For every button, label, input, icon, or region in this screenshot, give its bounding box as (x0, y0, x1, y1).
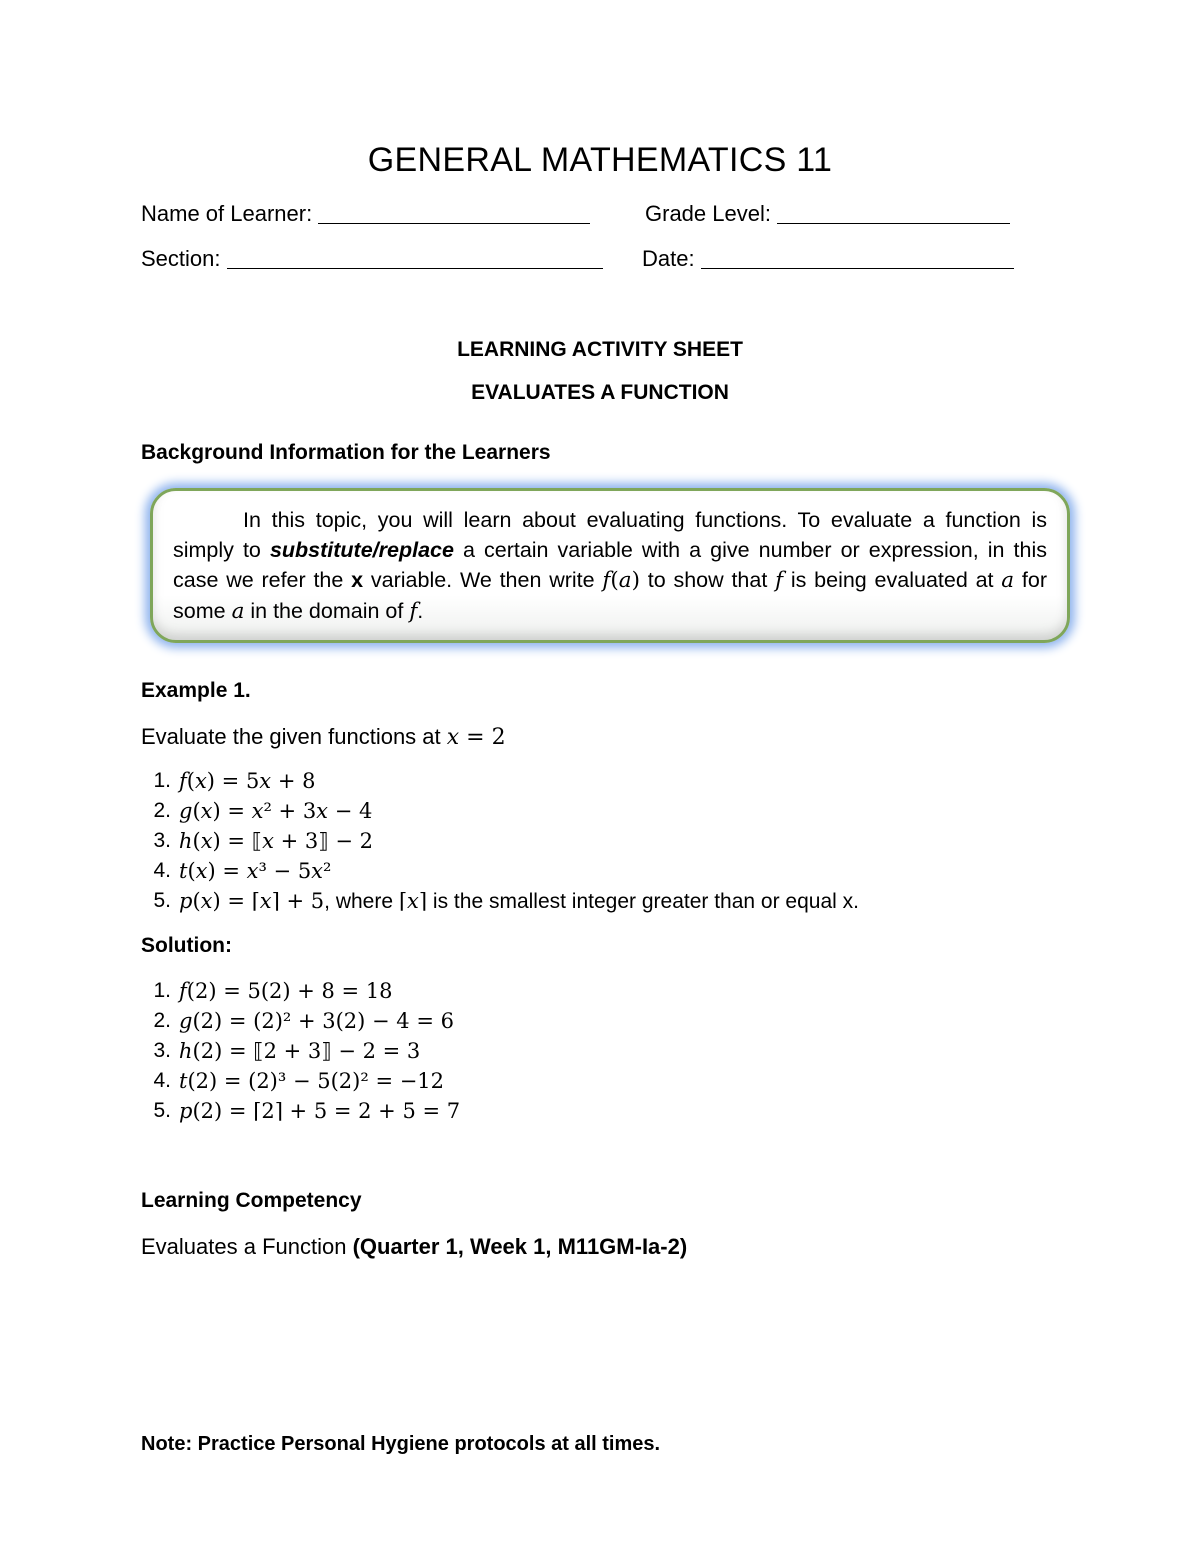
background-heading: Background Information for the Learners (141, 441, 551, 464)
example-expression: 𝑝(𝑥) = ⌈𝑥⌉ + 5, where ⌈𝑥⌉ is the smallest integer greater than or equal x. (179, 889, 859, 913)
background-text-4: to show that (639, 568, 776, 592)
competency-description: Evaluates a Function (141, 1234, 353, 1259)
date-label: Date: (642, 246, 695, 271)
example-instruction-text: Evaluate the given functions at (141, 724, 447, 749)
grade-level-field (645, 201, 1010, 227)
example-item: 3. ℎ(𝑥) = ⟦𝑥 + 3⟧ − 2 (141, 826, 1101, 856)
background-text-2: a certain variable with a give number or expression, in this case we refer the (173, 538, 1047, 592)
example-expression: 𝑓(𝑥) = 5𝑥 + 8 (179, 769, 316, 793)
background-text-6: for some (173, 568, 1047, 623)
background-info-text (173, 505, 1047, 627)
sheet-title: LEARNING ACTIVITY SHEET (457, 338, 743, 361)
date-blank[interactable] (701, 246, 1014, 269)
solution-item: 4. 𝑡(2) = (2)³ − 5(2)² = −12 (141, 1066, 1101, 1096)
solution-item: 5. 𝑝(2) = ⌈2⌉ + 5 = 2 + 5 = 7 (141, 1096, 1101, 1126)
example-heading: Example 1. (141, 679, 251, 702)
page-title: GENERAL MATHEMATICS 11 (367, 141, 833, 179)
name-of-learner-field (141, 201, 590, 227)
background-text-8: . (417, 599, 424, 623)
background-math-f: 𝑓 (775, 568, 784, 593)
date-field (642, 246, 1014, 272)
example-expression: 𝑡(𝑥) = 𝑥³ − 5𝑥² (179, 859, 332, 883)
background-x-variable: x (351, 568, 364, 592)
example-list (141, 766, 1101, 916)
solution-expression: ℎ(2) = ⟦2 + 3⟧ − 2 = 3 (179, 1039, 421, 1063)
solution-expression: 𝑔(2) = (2)² + 3(2) − 4 = 6 (179, 1009, 454, 1033)
background-math-fa: 𝑓(𝑎) (602, 568, 640, 593)
background-math-f2: 𝑓 (409, 599, 418, 624)
solution-item: 3. ℎ(2) = ⟦2 + 3⟧ − 2 = 3 (141, 1036, 1101, 1066)
background-math-a2: 𝑎 (231, 599, 245, 624)
solution-expression: 𝑓(2) = 5(2) + 8 = 18 (179, 979, 393, 1003)
solution-list (141, 976, 1101, 1126)
section-field (141, 246, 603, 272)
example-item: 1. 𝑓(𝑥) = 5𝑥 + 8 (141, 766, 1101, 796)
background-emphasis: substitute/replace (269, 538, 454, 562)
example-instruction (141, 724, 506, 750)
solution-item: 2. 𝑔(2) = (2)² + 3(2) − 4 = 6 (141, 1006, 1101, 1036)
section-blank[interactable] (227, 246, 603, 269)
solution-heading: Solution: (141, 934, 232, 957)
hygiene-note: Note: Practice Personal Hygiene protocols at all times. (141, 1433, 661, 1455)
solution-item: 1. 𝑓(2) = 5(2) + 8 = 18 (141, 976, 1101, 1006)
name-of-learner-blank[interactable] (318, 201, 590, 224)
background-math-a1: 𝑎 (1001, 568, 1015, 593)
competency-heading: Learning Competency (141, 1189, 362, 1212)
background-text-3: variable. We then write (363, 568, 603, 592)
grade-level-blank[interactable] (777, 201, 1010, 224)
example-instruction-math: 𝑥 = 2 (446, 725, 506, 750)
competency-code: (Quarter 1, Week 1, M11GM-Ia-2) (352, 1234, 688, 1259)
background-text-7: in the domain of (244, 599, 410, 623)
background-text-5: is being evaluated at (783, 568, 1002, 592)
example-expression: 𝑔(𝑥) = 𝑥² + 3𝑥 − 4 (179, 799, 373, 823)
example-item: 5. 𝑝(𝑥) = ⌈𝑥⌉ + 5, where ⌈𝑥⌉ is the smallest integer greater than or equal x. (141, 886, 1101, 916)
section-label: Section: (141, 246, 221, 271)
competency-text (141, 1234, 687, 1260)
example-item: 4. 𝑡(𝑥) = 𝑥³ − 5𝑥² (141, 856, 1101, 886)
solution-expression: 𝑝(2) = ⌈2⌉ + 5 = 2 + 5 = 7 (179, 1099, 461, 1123)
grade-level-label: Grade Level: (645, 201, 771, 226)
sheet-subtitle: EVALUATES A FUNCTION (471, 381, 729, 404)
example-expression: ℎ(𝑥) = ⟦𝑥 + 3⟧ − 2 (179, 829, 373, 853)
solution-expression: 𝑡(2) = (2)³ − 5(2)² = −12 (179, 1069, 445, 1093)
background-text-1: In this topic, you will learn about evaluating functions. To evaluate a function is simply to (173, 508, 1047, 562)
name-of-learner-label: Name of Learner: (141, 201, 313, 226)
example-item: 2. 𝑔(𝑥) = 𝑥² + 3𝑥 − 4 (141, 796, 1101, 826)
